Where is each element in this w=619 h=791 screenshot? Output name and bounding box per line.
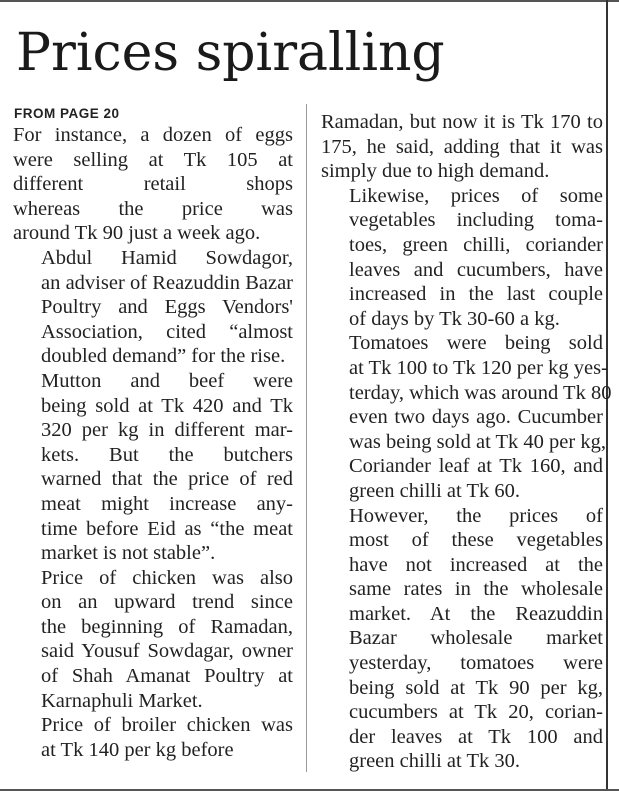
text-line: the beginning of Ramadan, [41, 615, 293, 638]
text-line: market. At the Reazuddin [349, 602, 603, 625]
text-line: 175, he said, adding that it was [321, 135, 603, 158]
text-line: whereas the price was [13, 197, 293, 220]
text-line: even two days ago. Cucumber [349, 406, 603, 429]
text-line: said Yousuf Sowdagar, owner [41, 640, 293, 663]
text-line: different retail shops [13, 173, 293, 196]
text-line: der leaves at Tk 100 and [349, 725, 603, 748]
text-line: kets. But the butchers [41, 443, 293, 466]
text-line: doubled demand” for the rise. [41, 345, 286, 368]
article-paragraph [13, 566, 293, 714]
right-column [321, 110, 612, 774]
text-line: toes, green chilli, coriander [349, 233, 603, 256]
text-line: meat might increase any- [41, 492, 293, 515]
text-line: yesterday, tomatoes were [349, 652, 603, 675]
left-column-body [13, 123, 293, 762]
text-line: around Tk 90 just a week ago. [13, 222, 261, 245]
text-line: market is not stable”. [41, 542, 216, 565]
text-line: same rates in the wholesale [349, 578, 603, 601]
article-paragraph [13, 123, 293, 246]
text-line: time before Eid as “the meat [41, 517, 293, 540]
text-line: have not increased at the [349, 553, 603, 576]
text-line: Bazar wholesale market [349, 627, 603, 650]
article-paragraph [321, 331, 612, 503]
text-line: were selling at Tk 105 at [13, 148, 293, 171]
text-line: Tomatoes were being sold [349, 332, 603, 355]
text-line: of days by Tk 30-60 a kg. [349, 307, 560, 330]
text-line: cucumbers at Tk 20, corian- [349, 701, 603, 724]
top-rule [0, 0, 619, 2]
text-line: warned that the price of red [41, 468, 293, 491]
text-line: most of these vegetables [349, 529, 603, 552]
text-line: being sold at Tk 420 and Tk [41, 394, 293, 417]
text-line: Price of broiler chicken was [41, 714, 293, 737]
text-line: of Shah Amanat Poultry at [41, 665, 293, 688]
text-line: at Tk 140 per kg before [41, 738, 234, 761]
text-line: was being sold at Tk 40 per kg, [349, 430, 606, 453]
text-line: Ramadan, but now it is Tk 170 to [321, 111, 603, 133]
text-line: Price of chicken was also [41, 566, 293, 589]
article-paragraph [13, 713, 293, 762]
text-line: increased in the last couple [349, 283, 603, 306]
text-line: green chilli at Tk 60. [349, 479, 520, 502]
article-paragraph [321, 184, 603, 332]
text-line: 320 per kg in different mar- [41, 419, 293, 442]
kicker: FROM PAGE 20 [14, 106, 120, 121]
text-line: green chilli at Tk 30. [349, 750, 520, 773]
text-line: on an upward trend since [41, 591, 293, 614]
left-column [13, 106, 293, 762]
text-line: Karnaphuli Market. [41, 689, 203, 712]
column-divider [306, 104, 307, 772]
text-line: being sold at Tk 90 per kg, [349, 676, 603, 699]
text-line: Poultry and Eggs Vendors' [41, 296, 293, 319]
text-line: However, the prices of [349, 504, 603, 527]
text-line: Abdul Hamid Sowdagor, [41, 246, 293, 269]
text-line: vegetables including toma- [349, 209, 603, 232]
text-line: Coriander leaf at Tk 160, and [349, 455, 603, 478]
text-line: For instance, a dozen of eggs [13, 124, 293, 146]
headline: Prices spiralling [16, 23, 445, 83]
text-line: leaves and cucumbers, have [349, 258, 603, 281]
text-line: at Tk 100 to Tk 120 per kg yes- [349, 356, 608, 379]
article-paragraph [321, 504, 603, 775]
text-line: simply due to high demand. [321, 160, 550, 183]
text-line: Mutton and beef were [41, 369, 293, 392]
article-paragraph [13, 246, 293, 369]
right-column-body [321, 110, 612, 774]
text-line: an adviser of Reazuddin Bazar [41, 271, 293, 294]
text-line: terday, which was around Tk 80 [349, 381, 612, 404]
text-line: Association, cited “almost [41, 320, 293, 343]
article-paragraph [13, 369, 293, 566]
article-paragraph [321, 110, 603, 184]
text-line: Likewise, prices of some [349, 184, 603, 207]
